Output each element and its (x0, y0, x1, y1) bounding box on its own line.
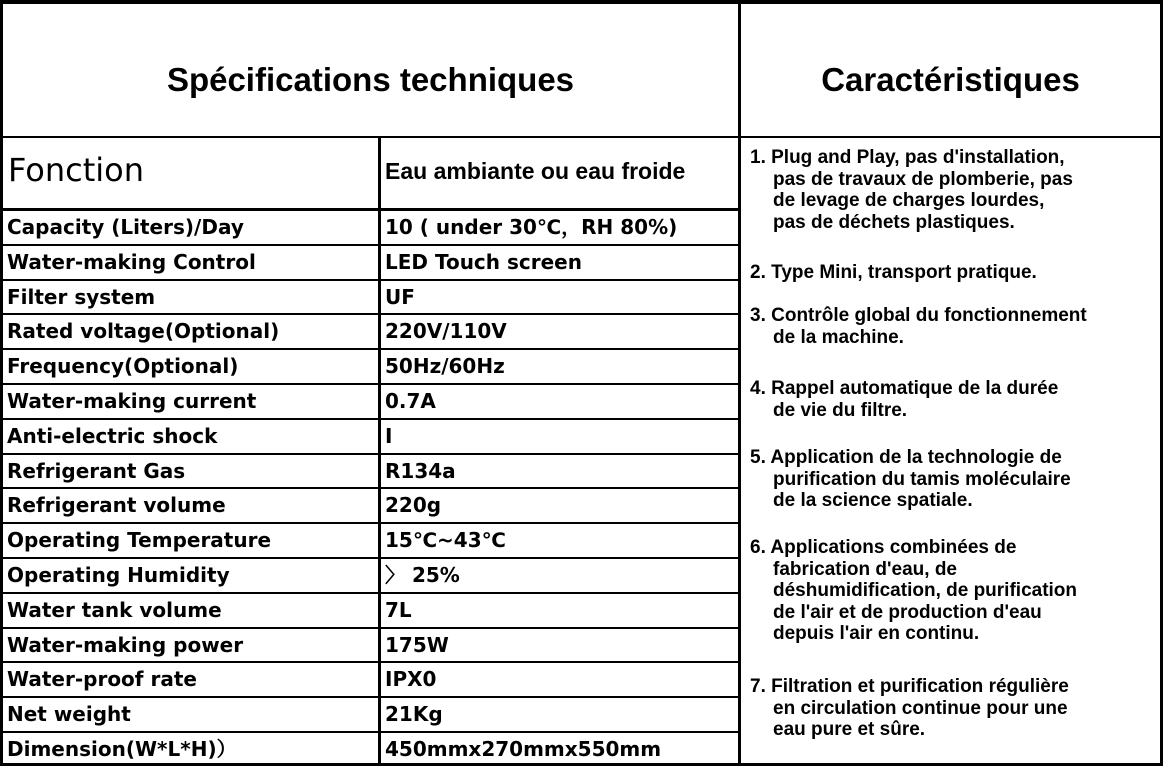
feature-line: depuis l'air en continu. (773, 623, 980, 644)
spec-value: 10 ( under 30℃，RH 80%) (385, 215, 678, 239)
spec-label: Water-making current (7, 389, 257, 413)
feature-line: 3. Contrôle global du fonctionnement (750, 305, 1087, 326)
spec-label: Refrigerant Gas (7, 458, 186, 483)
spec-value: 7L (385, 597, 412, 622)
spec-label: Water-making Control (7, 249, 256, 274)
features-heading: Caractéristiques (821, 61, 1080, 98)
feature-item (750, 147, 1160, 233)
feature-line: en circulation continue pour une (773, 697, 1068, 719)
divider-main (738, 0, 741, 766)
header-rule (0, 136, 1163, 138)
row-separator (0, 557, 738, 559)
spec-header-label: Fonction (8, 151, 145, 189)
row-separator (0, 208, 738, 211)
row-separator (0, 313, 738, 315)
spec-value: 450mmx270mmx550mm (385, 737, 662, 761)
divider-specs (378, 137, 381, 766)
spec-label: Net weight (7, 702, 131, 727)
spec-label: Refrigerant volume (7, 493, 226, 518)
feature-line: 6. Applications combinées de (750, 537, 1017, 558)
feature-item (750, 447, 1160, 512)
spec-label: Filter system (7, 284, 156, 309)
spec-label: Water-proof rate (7, 667, 197, 692)
spec-label: Anti-electric shock (7, 423, 218, 448)
feature-line: 2. Type Mini, transport pratique. (750, 262, 1037, 283)
spec-header-value: Eau ambiante ou eau froide (385, 158, 686, 184)
feature-line: purification du tamis moléculaire (773, 468, 1071, 490)
spec-value: 220g (385, 493, 442, 518)
spec-value: 175W (385, 632, 449, 657)
feature-line: pas de déchets plastiques. (773, 211, 1015, 233)
row-separator (0, 661, 738, 663)
row-separator (0, 696, 738, 698)
spec-value: 50Hz/60Hz (385, 354, 505, 379)
feature-line: 7. Filtration et purification régulière (750, 676, 1069, 697)
row-separator (0, 522, 738, 524)
feature-line: de la machine. (773, 326, 904, 348)
spec-value: UF (385, 284, 415, 309)
spec-value: R134a (385, 458, 456, 483)
spec-value: IPX0 (385, 667, 437, 692)
feature-line: déshumidification, de purification (773, 580, 1078, 601)
feature-line: de l'air et de production d'eau (773, 601, 1042, 623)
spec-value: 21Kg (385, 702, 443, 727)
feature-line: fabrication d'eau, de (773, 558, 957, 580)
spec-label: Dimension(W*L*H)） (7, 737, 237, 761)
spec-label: Operating Humidity (7, 563, 230, 587)
feature-line: pas de travaux de plomberie, pas (773, 168, 1073, 190)
spec-label: Water-making power (7, 632, 244, 657)
row-separator (0, 244, 738, 246)
row-separator (0, 383, 738, 385)
row-separator (0, 348, 738, 350)
spec-value: 〉 25% (385, 563, 460, 587)
feature-line: de levage de charges lourdes, (773, 190, 1045, 211)
specs-heading: Spécifications techniques (166, 61, 575, 98)
feature-line: de la science spatiale. (773, 490, 973, 511)
spec-value: LED Touch screen (385, 249, 582, 274)
spec-label: Capacity (Liters)/Day (7, 215, 244, 239)
feature-line: 1. Plug and Play, pas d'installation, (750, 147, 1065, 168)
spec-value: 220V/110V (385, 319, 507, 344)
feature-line: eau pure et sûre. (773, 719, 926, 740)
feature-line: 4. Rappel automatique de la durée (750, 378, 1059, 399)
spec-value: 15℃~43℃ (385, 528, 506, 553)
feature-item (750, 305, 1160, 348)
row-separator (0, 627, 738, 629)
feature-item (750, 537, 1160, 645)
feature-item (750, 676, 1160, 741)
row-separator (0, 453, 738, 455)
feature-item (750, 262, 1160, 284)
feature-line: 5. Application de la technologie de (750, 447, 1062, 468)
spec-label: Water tank volume (7, 597, 222, 622)
row-separator (0, 487, 738, 489)
spec-label: Operating Temperature (7, 528, 272, 553)
row-separator (0, 592, 738, 594)
row-separator (0, 731, 738, 733)
spec-label: Frequency(Optional) (7, 354, 239, 379)
row-separator (0, 279, 738, 281)
feature-item (750, 378, 1160, 421)
spec-value: I (385, 423, 393, 448)
border-top (0, 0, 1163, 4)
feature-line: de vie du filtre. (773, 399, 908, 421)
spec-label: Rated voltage(Optional) (7, 319, 280, 344)
row-separator (0, 418, 738, 420)
spec-value: 0.7A (385, 389, 436, 413)
